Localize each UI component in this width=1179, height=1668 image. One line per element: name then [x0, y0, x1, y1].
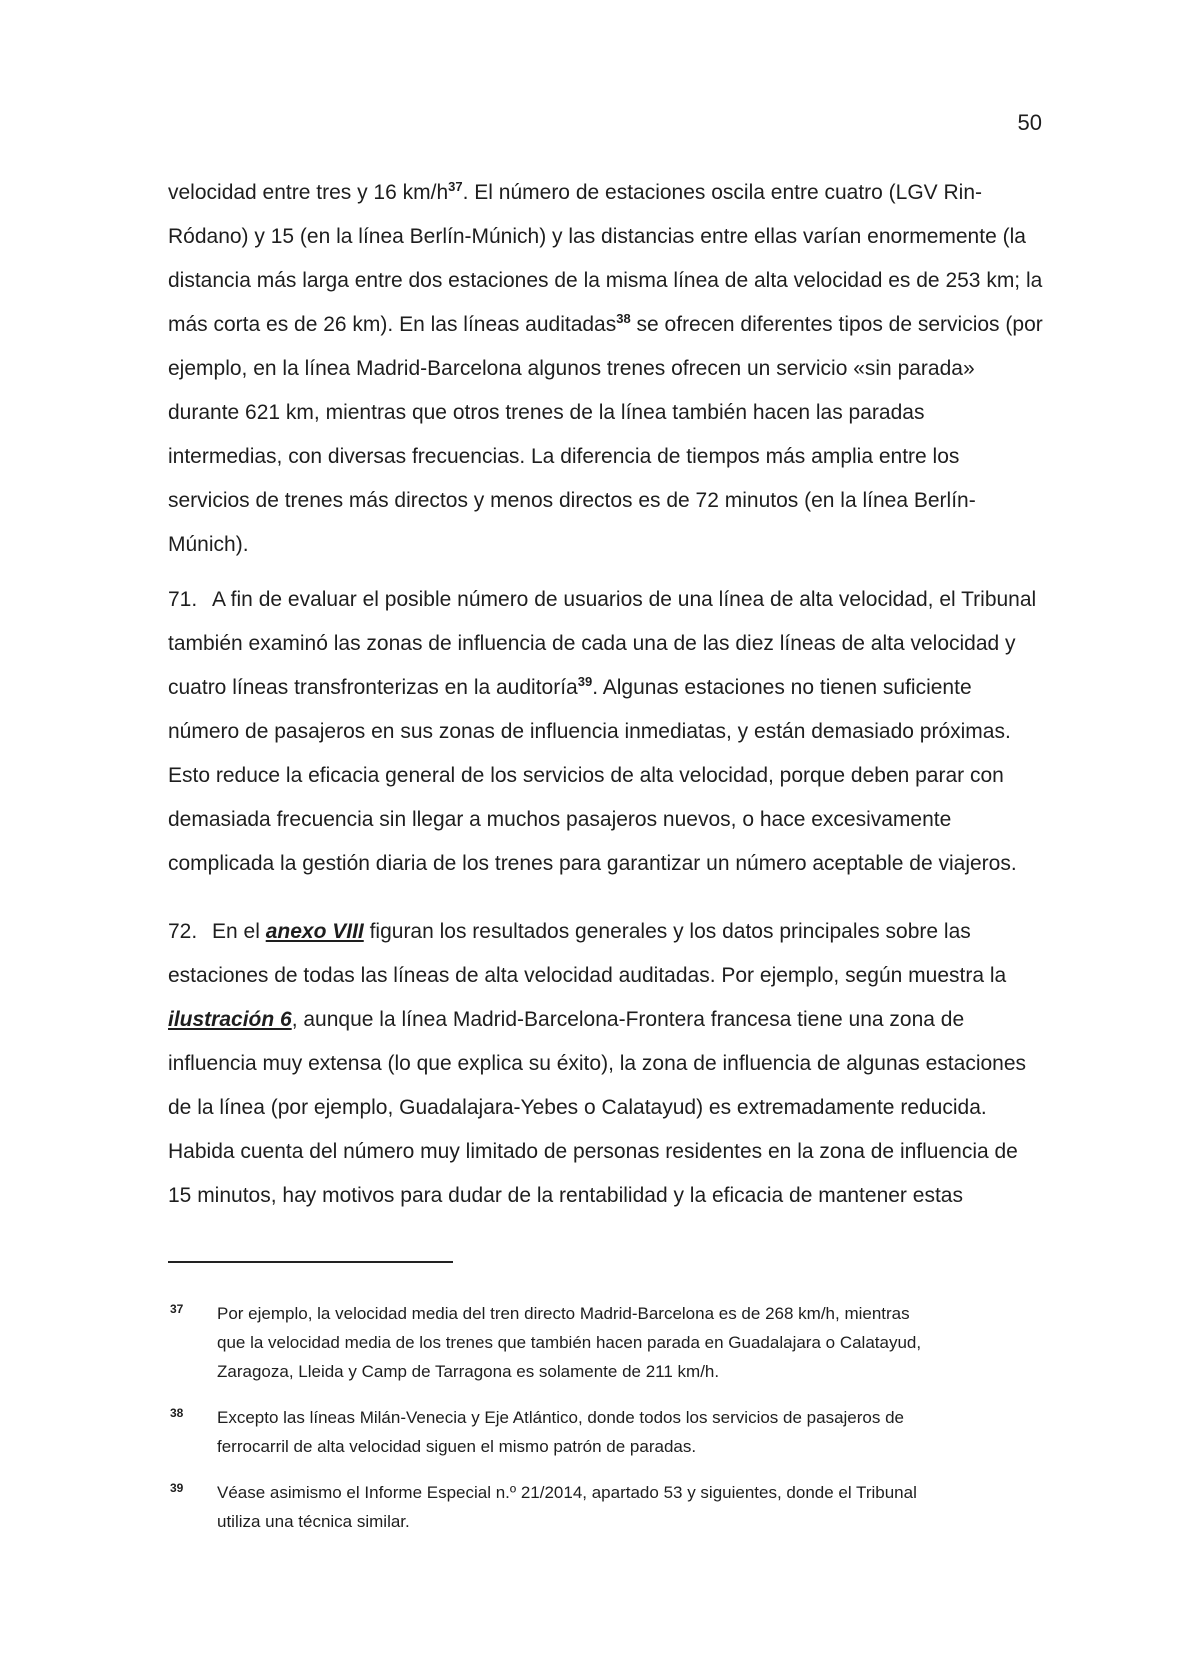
footnote-line: utiliza una técnica similar. — [217, 1512, 410, 1531]
footnote-line: Por ejemplo, la velocidad media del tren directo Madrid-Barcelona es de 268 km/h, mientras — [217, 1304, 910, 1323]
text-line: demasiada frecuencia sin llegar a muchos pasajeros nuevos, o hace excesivamente — [168, 808, 952, 831]
footnote-line: que la velocidad media de los trenes que también hacen parada en Guadalajara o Calatayud, — [217, 1333, 922, 1352]
text-line: distancia más larga entre dos estaciones de la misma línea de alta velocidad es de 253 km; la — [168, 269, 1043, 292]
text-segment: se ofrecen diferentes tipos de servicios (por — [630, 313, 1043, 336]
footnote-marker: 39 — [170, 1481, 184, 1495]
text-line — [168, 910, 1038, 954]
paragraph-71 — [168, 578, 1038, 886]
text-line — [168, 303, 1043, 347]
text-line — [168, 171, 1038, 215]
text-line: 15 minutos, hay motivos para dudar de la rentabilidad y la eficacia de mantener estas — [168, 1184, 963, 1207]
text-line: Múnich). — [168, 533, 249, 556]
text-segment: En el — [212, 920, 266, 943]
text-line: Esto reduce la eficacia general de los servicios de alta velocidad, porque deben parar con — [168, 764, 1004, 787]
footnote-text — [217, 1299, 921, 1386]
document-content — [168, 171, 1043, 1218]
text-segment: cuatro líneas transfronterizas en la auditoría — [168, 676, 578, 699]
footnote-39 — [168, 1478, 1048, 1536]
text-line: complicada la gestión diaria de los trenes para garantizar un número aceptable de viajeros. — [168, 852, 1017, 875]
footnote-ref-37: 37 — [448, 179, 463, 194]
footnote-38 — [168, 1403, 1048, 1461]
text-line: estaciones de todas las líneas de alta velocidad auditadas. Por ejemplo, según muestra la — [168, 964, 1007, 987]
text-segment: . Algunas estaciones no tienen suficiente — [592, 676, 972, 699]
text-line: de la línea (por ejemplo, Guadalajara-Yebes o Calatayud) es extremadamente reducida. — [168, 1096, 987, 1119]
text-segment: A fin de evaluar el posible número de usuarios de una línea de alta velocidad, el Tribunal — [212, 588, 1037, 611]
text-line: número de pasajeros en sus zonas de influencia inmediatas, y están demasiado próximas. — [168, 720, 1011, 743]
footnote-line: Excepto las líneas Milán-Venecia y Eje Atlántico, donde todos los servicios de pasajeros de — [217, 1408, 905, 1427]
text-line — [168, 998, 1038, 1042]
text-segment: velocidad entre tres y 16 km/h — [168, 181, 449, 204]
paragraph-number: 71. — [168, 588, 198, 611]
text-line: también examinó las zonas de influencia de cada una de las diez líneas de alta velocidad y — [168, 632, 1016, 655]
link-ilustracion-6[interactable]: ilustración 6 — [168, 1008, 292, 1031]
paragraph-number: 72. — [168, 920, 198, 943]
page-number: 50 — [1017, 110, 1042, 135]
text-segment: , aunque la línea Madrid-Barcelona-Frontera francesa tiene una zona de — [291, 1008, 965, 1031]
text-line: Ródano) y 15 (en la línea Berlín-Múnich) y las distancias entre ellas varían enormemente (la — [168, 225, 1026, 248]
footnote-line: Véase asimismo el Informe Especial n.º 21/2014, apartado 53 y siguientes, donde el Tribunal — [217, 1483, 917, 1502]
link-anexo-viii[interactable]: anexo VIII — [265, 920, 364, 943]
text-segment: más corta es de 26 km). En las líneas auditadas — [168, 313, 617, 336]
footnote-line: ferrocarril de alta velocidad siguen el mismo patrón de paradas. — [217, 1437, 697, 1456]
paragraph-72 — [168, 910, 1038, 1218]
footnote-line: Zaragoza, Lleida y Camp de Tarragona es solamente de 211 km/h. — [217, 1362, 720, 1381]
text-line: durante 621 km, mientras que otros trenes de la línea también hacen las paradas — [168, 401, 925, 424]
text-segment: . El número de estaciones oscila entre cuatro (LGV Rin- — [462, 181, 983, 204]
text-line: influencia muy extensa (lo que explica su éxito), la zona de influencia de algunas estaciones — [168, 1052, 1027, 1075]
footnote-text — [217, 1403, 904, 1461]
footnotes-section — [168, 1299, 1048, 1553]
text-line — [168, 578, 1038, 622]
footnote-ref-39: 39 — [577, 674, 593, 689]
footnote-ref-38: 38 — [616, 311, 631, 326]
text-line: servicios de trenes más directos y menos directos es de 72 minutos (en la línea Berlín- — [168, 489, 976, 512]
text-line: intermedias, con diversas frecuencias. La diferencia de tiempos más amplia entre los — [168, 445, 960, 468]
footnote-marker: 37 — [170, 1302, 184, 1316]
paragraph-intro — [168, 171, 1043, 567]
text-line — [168, 666, 1038, 710]
footnote-text — [217, 1478, 917, 1536]
footnote-37 — [168, 1299, 1048, 1386]
text-segment: figuran los resultados generales y los datos principales sobre las — [363, 920, 971, 943]
footnote-marker: 38 — [170, 1406, 184, 1420]
text-line: Habida cuenta del número muy limitado de personas residentes en la zona de influencia de — [168, 1140, 1018, 1163]
footnote-separator — [168, 1261, 453, 1263]
text-line: ejemplo, en la línea Madrid-Barcelona algunos trenes ofrecen un servicio «sin parada» — [168, 357, 975, 380]
